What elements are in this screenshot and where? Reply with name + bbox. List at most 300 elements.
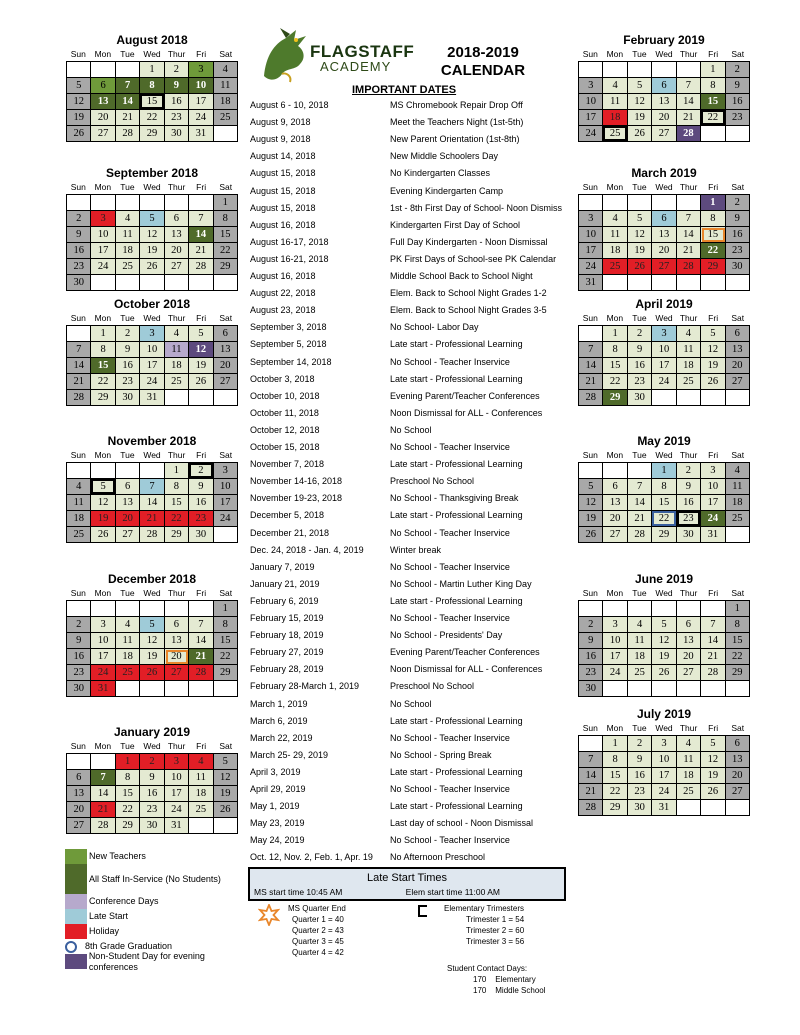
event-description: No School - Teacher Inservice: [390, 613, 510, 623]
day-cell: 12: [628, 94, 652, 110]
weekday-label: Wed: [655, 450, 673, 460]
day-cell: 12: [652, 633, 676, 649]
day-cell: 12: [701, 342, 725, 358]
day-cell: 3: [91, 617, 115, 633]
day-cell: [652, 62, 676, 78]
day-cell: 22: [91, 374, 115, 390]
day-cell: 8: [214, 617, 238, 633]
ms-quarter-title: MS Quarter End: [288, 904, 346, 913]
legend-swatch: [65, 894, 87, 909]
day-cell: 10: [701, 479, 725, 495]
day-cell: 18: [628, 649, 652, 665]
quarter-3: Quarter 3 = 45: [292, 937, 344, 946]
weekday-label: Sat: [731, 313, 745, 323]
weekday-label: Thur: [679, 182, 698, 192]
day-cell: 14: [91, 786, 115, 802]
logo-line2: ACADEMY: [320, 59, 392, 74]
month-grid: [66, 61, 238, 142]
event-description: Full Day Kindergarten - Noon Dismissal: [390, 236, 548, 247]
month-9: [578, 433, 750, 543]
day-cell: 30: [67, 275, 91, 291]
legend-swatch: [65, 924, 87, 939]
day-cell: 23: [726, 243, 750, 259]
day-cell: [165, 275, 189, 291]
weekday-label: Sun: [70, 313, 86, 323]
event-date: September 14, 2018: [250, 356, 332, 367]
day-cell: [677, 62, 701, 78]
day-cell: 13: [652, 94, 676, 110]
day-cell: 4: [677, 326, 701, 342]
day-cell: [677, 601, 701, 617]
day-cell: [603, 275, 627, 291]
day-cell: 11: [677, 752, 701, 768]
weekday-label: Sun: [70, 741, 86, 751]
weekday-label: Sat: [219, 741, 233, 751]
legend-item: [65, 894, 255, 909]
contact-elem-count: 170: [473, 975, 487, 984]
month-grid: [578, 462, 750, 543]
day-cell: 11: [628, 633, 652, 649]
event-date: February 15, 2019: [250, 613, 324, 623]
day-cell: 4: [603, 78, 627, 94]
day-cell: 10: [189, 78, 213, 94]
day-cell: [214, 390, 238, 406]
trimester-3: Trimester 3 = 56: [466, 937, 525, 946]
weekday-label: Fri: [196, 182, 207, 192]
event-description: 1st - 8th First Day of School- Noon Dismiss: [390, 202, 563, 213]
contact-title: Student Contact Days:: [447, 964, 528, 973]
weekday-label: Sun: [70, 182, 86, 192]
day-cell: 13: [91, 94, 115, 110]
weekday-header: [66, 587, 238, 600]
month-title: March 2019: [631, 166, 697, 180]
day-cell: 8: [701, 78, 725, 94]
event-date: May 23, 2019: [250, 818, 305, 829]
day-cell: 21: [189, 243, 213, 259]
day-cell: [652, 275, 676, 291]
day-cell: 13: [165, 633, 189, 649]
day-cell: [628, 62, 652, 78]
day-cell: 10: [91, 227, 115, 243]
day-cell: [579, 326, 603, 342]
day-cell: 14: [189, 633, 213, 649]
day-cell: 21: [579, 374, 603, 390]
day-cell: 17: [140, 358, 164, 374]
day-cell: 16: [726, 227, 750, 243]
day-cell: 29: [214, 665, 238, 681]
day-cell: 14: [701, 633, 725, 649]
day-cell: 1: [603, 326, 627, 342]
weekday-header: [66, 449, 238, 462]
day-cell: [91, 195, 115, 211]
month-grid: [578, 735, 750, 816]
day-cell: 11: [726, 479, 750, 495]
day-cell: [579, 463, 603, 479]
day-cell: 24: [91, 259, 115, 275]
dragon-icon: [256, 26, 312, 84]
event-description: Elem. Back to School Night Grades 1-2: [390, 288, 547, 299]
day-cell: 14: [67, 358, 91, 374]
event-date: November 14-16, 2018: [250, 476, 343, 487]
event-description: Late start - Professional Learning: [390, 373, 523, 384]
day-cell: 4: [116, 211, 140, 227]
event-description: Preschool No School: [390, 476, 475, 487]
day-cell: [165, 681, 189, 697]
title-year: 2018-2019: [447, 44, 519, 61]
day-cell: 11: [214, 78, 238, 94]
day-cell: 24: [140, 374, 164, 390]
day-cell: 11: [165, 342, 189, 358]
month-grid: [66, 600, 238, 697]
day-cell: 29: [214, 259, 238, 275]
day-cell: 24: [214, 511, 238, 527]
day-cell: 17: [91, 649, 115, 665]
day-cell: 17: [165, 786, 189, 802]
legend-item: [65, 924, 255, 939]
day-cell: [579, 62, 603, 78]
day-cell: 13: [116, 495, 140, 511]
day-cell: 31: [165, 818, 189, 834]
day-cell: 2: [67, 211, 91, 227]
day-cell: [726, 800, 750, 816]
day-cell: 11: [603, 227, 627, 243]
day-cell: 4: [214, 62, 238, 78]
day-cell: 7: [67, 342, 91, 358]
day-cell: 5: [140, 211, 164, 227]
weekday-label: Mon: [606, 182, 624, 192]
day-cell: 3: [140, 326, 164, 342]
event-description: Preschool No School: [390, 681, 475, 692]
day-cell: [603, 62, 627, 78]
day-cell: 28: [701, 665, 725, 681]
weekday-label: Wed: [655, 588, 673, 598]
day-cell: 2: [140, 754, 164, 770]
day-cell: 5: [701, 736, 725, 752]
day-cell: 26: [67, 126, 91, 142]
day-cell: [67, 754, 91, 770]
day-cell: 30: [628, 390, 652, 406]
event-date: April 3, 2019: [250, 766, 301, 777]
day-cell: 22: [603, 374, 627, 390]
weekday-label: Thur: [167, 313, 186, 323]
event-description: No School - Teacher Inservice: [390, 732, 510, 743]
day-cell: 22: [214, 649, 238, 665]
day-cell: 22: [652, 511, 676, 527]
day-cell: 12: [189, 342, 213, 358]
event-description: Winter break: [390, 544, 442, 555]
day-cell: 26: [628, 126, 652, 142]
day-cell: 29: [603, 390, 627, 406]
day-cell: 19: [189, 358, 213, 374]
day-cell: 2: [189, 463, 213, 479]
day-cell: 7: [628, 479, 652, 495]
day-cell: 2: [677, 463, 701, 479]
day-cell: [652, 601, 676, 617]
title-calendar: CALENDAR: [440, 62, 526, 79]
day-cell: 8: [701, 211, 725, 227]
month-grid: [578, 194, 750, 291]
day-cell: 30: [189, 527, 213, 543]
weekday-header: [578, 48, 750, 61]
day-cell: 11: [189, 770, 213, 786]
weekday-label: Fri: [196, 313, 207, 323]
day-cell: 7: [677, 211, 701, 227]
legend-swatch: [65, 864, 87, 894]
day-cell: 28: [628, 527, 652, 543]
event-date: December 5, 2018: [250, 510, 325, 521]
day-cell: 21: [677, 110, 701, 126]
day-cell: [189, 681, 213, 697]
event-date: August 16-21, 2018: [250, 253, 329, 264]
day-cell: 2: [628, 736, 652, 752]
day-cell: 7: [189, 211, 213, 227]
day-cell: 7: [579, 752, 603, 768]
day-cell: 6: [116, 479, 140, 495]
day-cell: 16: [628, 358, 652, 374]
weekday-label: Tue: [632, 450, 647, 460]
day-cell: 10: [652, 752, 676, 768]
event-date: August 9, 2018: [250, 134, 311, 145]
event-description: No School: [390, 424, 432, 435]
day-cell: [67, 463, 91, 479]
day-cell: 20: [652, 110, 676, 126]
day-cell: [628, 275, 652, 291]
day-cell: 23: [67, 259, 91, 275]
day-cell: 1: [701, 62, 725, 78]
day-cell: 4: [165, 326, 189, 342]
day-cell: 5: [701, 326, 725, 342]
day-cell: 16: [579, 649, 603, 665]
day-cell: 11: [116, 227, 140, 243]
weekday-label: Mon: [94, 313, 112, 323]
month-1: [66, 165, 238, 291]
day-cell: 21: [140, 511, 164, 527]
event-date: May 24, 2019: [250, 835, 305, 846]
event-description: Late start - Professional Learning: [390, 801, 523, 812]
day-cell: 4: [67, 479, 91, 495]
day-cell: 3: [189, 62, 213, 78]
day-cell: 19: [701, 358, 725, 374]
day-cell: 23: [189, 511, 213, 527]
day-cell: [701, 681, 725, 697]
event-date: January 7, 2019: [250, 561, 315, 572]
day-cell: 16: [67, 243, 91, 259]
event-date: August 23, 2018: [250, 305, 316, 316]
day-cell: 30: [165, 126, 189, 142]
weekday-label: Sun: [70, 450, 86, 460]
day-cell: 3: [91, 211, 115, 227]
day-cell: 19: [214, 786, 238, 802]
month-title: December 2018: [107, 572, 197, 586]
day-cell: 15: [165, 495, 189, 511]
day-cell: 28: [579, 390, 603, 406]
day-cell: [701, 275, 725, 291]
weekday-label: Thur: [679, 723, 698, 733]
day-cell: 21: [116, 110, 140, 126]
day-cell: 29: [652, 527, 676, 543]
event-description: Meet the Teachers Night (1st-5th): [390, 117, 524, 128]
event-description: PK First Days of School-see PK Calendar: [390, 253, 557, 264]
weekday-label: Fri: [708, 313, 719, 323]
month-title: July 2019: [636, 707, 692, 721]
day-cell: 30: [579, 681, 603, 697]
day-cell: 10: [579, 227, 603, 243]
contact-elem-label: Elementary: [495, 975, 536, 984]
month-6: [578, 32, 750, 142]
day-cell: 5: [579, 479, 603, 495]
day-cell: 20: [214, 358, 238, 374]
day-cell: 16: [67, 649, 91, 665]
weekday-label: Mon: [94, 450, 112, 460]
day-cell: 23: [67, 665, 91, 681]
weekday-label: Mon: [94, 588, 112, 598]
day-cell: [628, 463, 652, 479]
day-cell: 17: [189, 94, 213, 110]
event-date: August 9, 2018: [250, 117, 311, 128]
day-cell: 19: [91, 511, 115, 527]
day-cell: [677, 681, 701, 697]
day-cell: 8: [726, 617, 750, 633]
weekday-label: Thur: [167, 49, 186, 59]
contact-ms-label: Middle School: [495, 986, 546, 995]
late-start-title: Late Start Times: [366, 872, 448, 884]
ms-quarter-block: [288, 903, 346, 958]
day-cell: 2: [628, 326, 652, 342]
day-cell: 13: [652, 227, 676, 243]
weekday-header: [66, 181, 238, 194]
day-cell: 1: [214, 601, 238, 617]
event-description: Noon Dismissal for ALL - Conferences: [390, 664, 543, 675]
day-cell: 18: [116, 243, 140, 259]
weekday-label: Sun: [70, 588, 86, 598]
event-description: No School - Martin Luther King Day: [390, 578, 532, 589]
day-cell: 25: [603, 259, 627, 275]
weekday-label: Tue: [632, 182, 647, 192]
weekday-label: Sat: [219, 182, 233, 192]
day-cell: 4: [628, 617, 652, 633]
day-cell: 25: [116, 259, 140, 275]
day-cell: 16: [165, 94, 189, 110]
trimester-2: Trimester 2 = 60: [466, 926, 525, 935]
day-cell: 27: [726, 374, 750, 390]
event-description: Kindergarten First Day of School: [390, 219, 521, 230]
weekday-label: Wed: [143, 182, 161, 192]
event-date: August 15, 2018: [250, 185, 316, 196]
day-cell: 13: [726, 342, 750, 358]
day-cell: [726, 390, 750, 406]
day-cell: 28: [67, 390, 91, 406]
quarter-1: Quarter 1 = 40: [292, 915, 344, 924]
day-cell: 18: [214, 94, 238, 110]
day-cell: 16: [726, 94, 750, 110]
day-cell: 14: [579, 768, 603, 784]
day-cell: [189, 275, 213, 291]
day-cell: 6: [603, 479, 627, 495]
event-date: February 28-March 1, 2019: [250, 681, 360, 692]
day-cell: 7: [579, 342, 603, 358]
quarter-4: Quarter 4 = 42: [292, 948, 344, 957]
weekday-label: Tue: [120, 49, 135, 59]
day-cell: 19: [628, 110, 652, 126]
weekday-label: Sun: [70, 49, 86, 59]
day-cell: 25: [677, 784, 701, 800]
day-cell: 30: [726, 259, 750, 275]
day-cell: 13: [726, 752, 750, 768]
day-cell: 27: [67, 818, 91, 834]
day-cell: [140, 463, 164, 479]
day-cell: 26: [701, 374, 725, 390]
day-cell: 17: [652, 768, 676, 784]
day-cell: 19: [67, 110, 91, 126]
month-grid: [578, 600, 750, 697]
month-0: [66, 32, 238, 142]
day-cell: 20: [116, 511, 140, 527]
day-cell: 9: [726, 211, 750, 227]
weekday-header: [66, 312, 238, 325]
day-cell: 27: [165, 665, 189, 681]
day-cell: [726, 527, 750, 543]
weekday-label: Fri: [708, 723, 719, 733]
day-cell: [67, 601, 91, 617]
day-cell: 10: [140, 342, 164, 358]
event-description: Late start - Professional Learning: [390, 595, 523, 606]
day-cell: 7: [116, 78, 140, 94]
day-cell: 25: [165, 374, 189, 390]
day-cell: 3: [652, 736, 676, 752]
legend-label: 8th Grade Graduation: [85, 941, 173, 951]
event-description: Late start - Professional Learning: [390, 339, 523, 350]
day-cell: 5: [628, 78, 652, 94]
event-date: August 16, 2018: [250, 219, 316, 230]
event-date: August 6 - 10, 2018: [250, 100, 329, 110]
day-cell: 10: [579, 94, 603, 110]
month-title: November 2018: [107, 434, 197, 448]
day-cell: 6: [652, 78, 676, 94]
day-cell: [116, 195, 140, 211]
day-cell: 22: [603, 784, 627, 800]
weekday-label: Tue: [120, 450, 135, 460]
day-cell: 2: [579, 617, 603, 633]
day-cell: 27: [726, 784, 750, 800]
event-description: No Afternoon Preschool: [390, 852, 486, 863]
day-cell: 24: [701, 511, 725, 527]
weekday-label: Wed: [143, 450, 161, 460]
day-cell: 24: [603, 665, 627, 681]
day-cell: 7: [701, 617, 725, 633]
weekday-label: Sat: [219, 450, 233, 460]
weekday-label: Sat: [731, 450, 745, 460]
day-cell: 26: [91, 527, 115, 543]
day-cell: 9: [189, 479, 213, 495]
event-date: September 3, 2018: [250, 322, 327, 333]
day-cell: [67, 62, 91, 78]
weekday-label: Tue: [120, 588, 135, 598]
day-cell: 7: [189, 617, 213, 633]
day-cell: 4: [677, 736, 701, 752]
day-cell: 4: [189, 754, 213, 770]
day-cell: 26: [628, 259, 652, 275]
weekday-header: [578, 587, 750, 600]
day-cell: 1: [140, 62, 164, 78]
day-cell: [628, 195, 652, 211]
day-cell: 12: [67, 94, 91, 110]
day-cell: 7: [91, 770, 115, 786]
day-cell: 17: [603, 649, 627, 665]
legend-swatch: [65, 941, 77, 953]
day-cell: 8: [140, 78, 164, 94]
day-cell: 31: [652, 800, 676, 816]
day-cell: 22: [726, 649, 750, 665]
